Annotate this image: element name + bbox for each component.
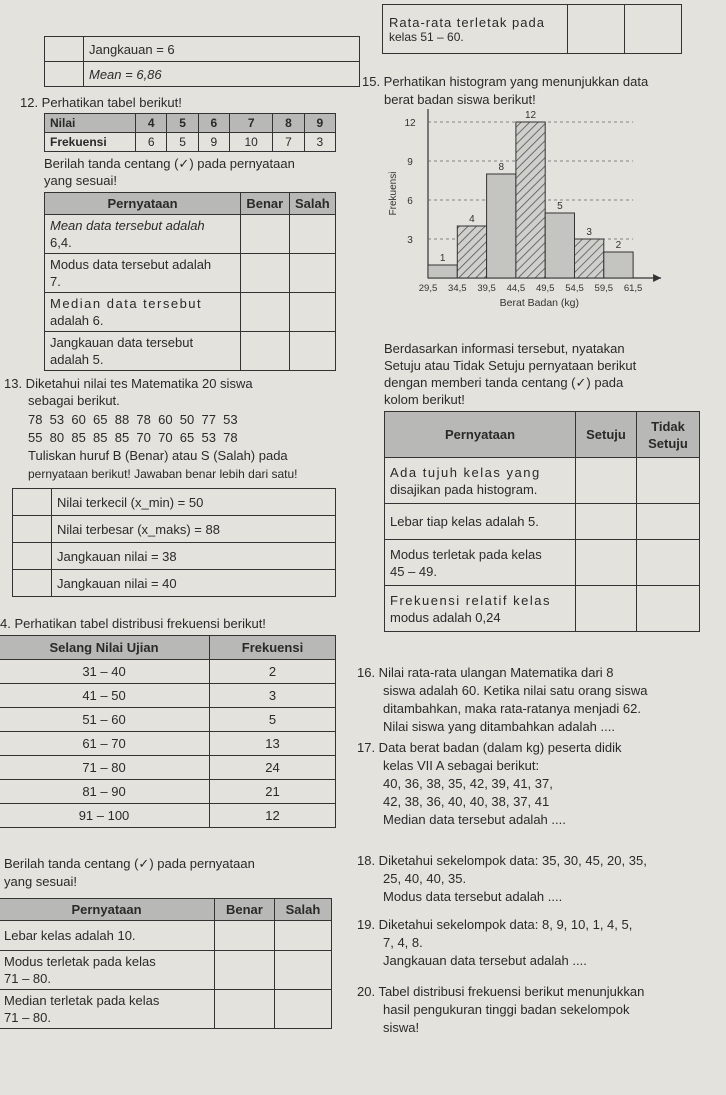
q13-statement-2: Nilai terbesar (x_maks) = 88 <box>52 516 336 543</box>
q12-heading: 12. Perhatikan tabel berikut! <box>20 95 182 110</box>
top-right-line1: Rata-rata terletak pada <box>389 14 545 30</box>
q12-statement-2: Modus data tersebut adalah 7. <box>45 254 241 293</box>
q12-statement-1: Mean data tersebut adalah 6,4. <box>45 215 241 254</box>
histogram-bar <box>487 174 516 278</box>
q14-salah-cell-2[interactable] <box>274 951 331 990</box>
y-tick-label: 12 <box>404 118 416 129</box>
q17-line: Median data tersebut adalah .... <box>383 812 566 827</box>
q20-block <box>357 983 644 1037</box>
q13-line1: 13. Diketahui nilai tes Matematika 20 siswa <box>4 376 253 391</box>
q15-tidak-cell-4[interactable] <box>637 586 700 632</box>
q12-frek-cell: 6 <box>136 133 167 152</box>
q14-benar-cell-1[interactable] <box>215 921 275 951</box>
q12-statement-table <box>44 192 336 371</box>
q14-statement-3: Median terletak pada kelas 71 – 80. <box>0 990 215 1029</box>
q19-line: Jangkauan data tersebut adalah .... <box>383 953 587 968</box>
q14-interval: 51 – 60 <box>0 708 210 732</box>
q12-benar-cell-1[interactable] <box>241 215 290 254</box>
q14-statement-1: Lebar kelas adalah 10. <box>0 921 215 951</box>
q14-interval: 81 – 90 <box>0 780 210 804</box>
histogram-bar <box>428 265 457 278</box>
q15-header-setuju: Setuju <box>576 412 637 458</box>
q15-statement-4: Frekuensi relatif kelas modus adalah 0,24 <box>385 586 576 632</box>
q13-line4: pernyataan berikut! Jawaban benar lebih dari satu! <box>28 467 298 481</box>
q15-line1: 15. Perhatikan histogram yang menunjukkan data <box>362 74 649 89</box>
q12-salah-cell-3[interactable] <box>289 293 335 332</box>
q14-interval: 91 – 100 <box>0 804 210 828</box>
q15-after-1: Berdasarkan informasi tersebut, nyatakan <box>384 341 625 356</box>
q13-data-row2: 55 80 85 85 85 70 70 65 53 78 <box>28 430 238 445</box>
q17-line: 42, 38, 36, 40, 40, 38, 37, 41 <box>383 794 550 809</box>
q12-nilai-cell: 9 <box>304 114 335 133</box>
q15-setuju-cell-4[interactable] <box>576 586 637 632</box>
q17-line: kelas VII A sebagai berikut: <box>383 758 540 773</box>
q12-row-label-frekuensi: Frekuensi <box>45 133 136 152</box>
top-left-row2: Mean = 6,86 <box>84 62 360 87</box>
bar-value-label: 2 <box>615 240 622 251</box>
q15-statement-1: Ada tujuh kelas yang disajikan pada histogram. <box>385 458 576 504</box>
histogram-bar <box>604 252 633 278</box>
q15-setuju-cell-3[interactable] <box>576 540 637 586</box>
q19-line: 7, 4, 8. <box>383 935 423 950</box>
q12-nilai-cell: 6 <box>198 114 229 133</box>
x-tick-label: 59,5 <box>594 283 614 294</box>
q18-block <box>357 852 647 906</box>
q12-instruction-2: yang sesuai! <box>44 173 117 188</box>
q17-block <box>357 739 622 829</box>
q14-interval: 41 – 50 <box>0 684 210 708</box>
top-left-row1: Jangkauan = 6 <box>84 37 360 62</box>
q15-header-pernyataan: Pernyataan <box>385 412 576 458</box>
x-axis-label: Berat Badan (kg) <box>499 297 580 309</box>
histogram-chart <box>384 106 684 336</box>
q15-statement-2: Lebar tiap kelas adalah 5. <box>385 504 576 540</box>
q15-setuju-cell-1[interactable] <box>576 458 637 504</box>
q13-data-row1: 78 53 60 65 88 78 60 50 77 53 <box>28 412 238 427</box>
bar-value-label: 4 <box>469 214 475 225</box>
bar-value-label: 12 <box>524 110 537 121</box>
q19-block <box>357 916 632 970</box>
q14-header-benar: Benar <box>215 899 275 921</box>
q14-instruction-1: Berilah tanda centang (✓) pada pernyataan <box>4 856 255 871</box>
q14-frequency: 5 <box>210 708 336 732</box>
top-right-statement <box>383 5 568 54</box>
bar-value-label: 5 <box>557 201 563 212</box>
q12-header-benar: Benar <box>241 193 290 215</box>
q14-header-frekuensi: Frekuensi <box>210 636 336 660</box>
q12-nilai-cell: 5 <box>167 114 198 133</box>
y-axis-label: Frekuensi <box>388 171 399 216</box>
q16-line: 16. Nilai rata-rata ulangan Matematika dari 8 <box>357 665 614 680</box>
y-tick-label: 9 <box>407 157 413 168</box>
q12-frek-cell: 5 <box>167 133 198 152</box>
q14-freq-table <box>0 635 336 828</box>
x-tick-label: 39,5 <box>477 283 496 294</box>
q14-interval: 71 – 80 <box>0 756 210 780</box>
q17-line: 17. Data berat badan (dalam kg) peserta didik <box>357 740 622 755</box>
bar-value-label: 3 <box>586 227 592 238</box>
q12-nilai-cell: 7 <box>230 114 273 133</box>
histogram-bar <box>457 226 486 278</box>
q14-interval: 61 – 70 <box>0 732 210 756</box>
q15-tidak-cell-1[interactable] <box>637 458 700 504</box>
q15-tidak-cell-2[interactable] <box>637 504 700 540</box>
q14-header-selang: Selang Nilai Ujian <box>0 636 210 660</box>
q14-salah-cell-1[interactable] <box>274 921 331 951</box>
x-axis-arrow <box>653 274 661 282</box>
q17-line: 40, 36, 38, 35, 42, 39, 41, 37, <box>383 776 553 791</box>
q12-row-label-nilai: Nilai <box>45 114 136 133</box>
q12-benar-cell-4[interactable] <box>241 332 290 371</box>
q15-after-4: kolom berikut! <box>384 392 465 407</box>
q12-benar-cell-2[interactable] <box>241 254 290 293</box>
q12-nilai-cell: 4 <box>136 114 167 133</box>
q13-answer-cell-2[interactable] <box>13 516 52 543</box>
bar-value-label: 8 <box>498 162 505 173</box>
q18-line: Modus data tersebut adalah .... <box>383 889 563 904</box>
q14-statement-table <box>0 898 332 1029</box>
q13-answer-cell-3[interactable] <box>13 543 52 570</box>
q13-answer-cell-1[interactable] <box>13 489 52 516</box>
q15-after-3: dengan memberi tanda centang (✓) pada <box>384 375 624 390</box>
q14-benar-cell-3[interactable] <box>215 990 275 1029</box>
x-tick-label: 49,5 <box>535 283 555 294</box>
q12-salah-cell-4[interactable] <box>289 332 335 371</box>
histogram-bar <box>545 213 574 278</box>
q14-benar-cell-2[interactable] <box>215 951 275 990</box>
q20-line: siswa! <box>383 1020 420 1035</box>
q15-line2: berat badan siswa berikut! <box>384 92 536 107</box>
q16-line: siswa adalah 60. Ketika nilai satu orang siswa <box>383 683 648 698</box>
q12-salah-cell-2[interactable] <box>289 254 335 293</box>
q14-instruction-2: yang sesuai! <box>4 874 77 889</box>
y-tick-label: 3 <box>407 235 413 246</box>
q12-header-pernyataan: Pernyataan <box>45 193 241 215</box>
x-tick-label: 34,5 <box>448 283 467 294</box>
q14-frequency: 21 <box>210 780 336 804</box>
q12-frek-cell: 10 <box>230 133 273 152</box>
q12-freq-table <box>44 113 336 152</box>
q14-header-pernyataan: Pernyataan <box>0 899 215 921</box>
q14-interval: 31 – 40 <box>0 660 210 684</box>
q14-salah-cell-3[interactable] <box>274 990 331 1029</box>
top-left-table <box>44 36 360 87</box>
histogram-bar <box>516 122 545 278</box>
q12-benar-cell-3[interactable] <box>241 293 290 332</box>
q16-block <box>357 664 647 736</box>
histogram-bar <box>575 239 604 278</box>
x-tick-label: 61,5 <box>623 283 643 294</box>
q15-header-tidak-setuju: Tidak Setuju <box>637 412 700 458</box>
top-right-line2: kelas 51 – 60. <box>389 29 464 44</box>
x-tick-label: 29,5 <box>418 283 438 294</box>
x-tick-label: 54,5 <box>565 283 584 294</box>
q13-line2: sebagai berikut. <box>28 393 120 408</box>
q15-statement-3: Modus terletak pada kelas 45 – 49. <box>385 540 576 586</box>
q14-heading: 4. Perhatikan tabel distribusi frekuensi berikut! <box>0 616 266 631</box>
q19-line: 19. Diketahui sekelompok data: 8, 9, 10, 1, 4, 5, <box>357 917 633 932</box>
y-tick-label: 6 <box>407 196 413 207</box>
q12-statement-3: Median data tersebut adalah 6. <box>45 293 241 332</box>
q12-header-salah: Salah <box>289 193 335 215</box>
q20-line: hasil pengukuran tinggi badan sekelompok <box>383 1002 630 1017</box>
q12-frek-cell: 3 <box>304 133 335 152</box>
bar-value-label: 1 <box>439 253 446 264</box>
x-tick-label: 44,5 <box>506 283 526 294</box>
q14-frequency: 24 <box>210 756 336 780</box>
q13-line3: Tuliskan huruf B (Benar) atau S (Salah) pada <box>28 448 288 463</box>
q14-header-salah: Salah <box>274 899 331 921</box>
q16-line: Nilai siswa yang ditambahkan adalah .... <box>383 719 615 734</box>
q16-line: ditambahkan, maka rata-ratanya menjadi 62. <box>383 701 641 716</box>
q14-frequency: 2 <box>210 660 336 684</box>
q13-statement-3: Jangkauan nilai = 38 <box>52 543 336 570</box>
q12-nilai-cell: 8 <box>273 114 304 133</box>
q12-frek-cell: 9 <box>198 133 229 152</box>
q15-tidak-cell-3[interactable] <box>637 540 700 586</box>
q12-statement-4: Jangkauan data tersebut adalah 5. <box>45 332 241 371</box>
q14-statement-2: Modus terletak pada kelas 71 – 80. <box>0 951 215 990</box>
q15-setuju-cell-2[interactable] <box>576 504 637 540</box>
q13-statement-1: Nilai terkecil (x_min) = 50 <box>52 489 336 516</box>
q12-salah-cell-1[interactable] <box>289 215 335 254</box>
q14-frequency: 13 <box>210 732 336 756</box>
q12-frek-cell: 7 <box>273 133 304 152</box>
q13-answer-cell-4[interactable] <box>13 570 52 597</box>
q14-frequency: 3 <box>210 684 336 708</box>
q15-after-2: Setuju atau Tidak Setuju pernyataan berikut <box>384 358 637 373</box>
q18-line: 18. Diketahui sekelompok data: 35, 30, 45, 20, 35, <box>357 853 647 868</box>
q14-frequency: 12 <box>210 804 336 828</box>
q18-line: 25, 40, 40, 35. <box>383 871 467 886</box>
q20-line: 20. Tabel distribusi frekuensi berikut menunjukkan <box>357 984 645 999</box>
q13-statement-4: Jangkauan nilai = 40 <box>52 570 336 597</box>
q12-instruction-1: Berilah tanda centang (✓) pada pernyataan <box>44 156 295 171</box>
q13-statement-table <box>12 488 336 597</box>
top-right-table <box>382 4 682 54</box>
q15-statement-table <box>384 411 700 632</box>
